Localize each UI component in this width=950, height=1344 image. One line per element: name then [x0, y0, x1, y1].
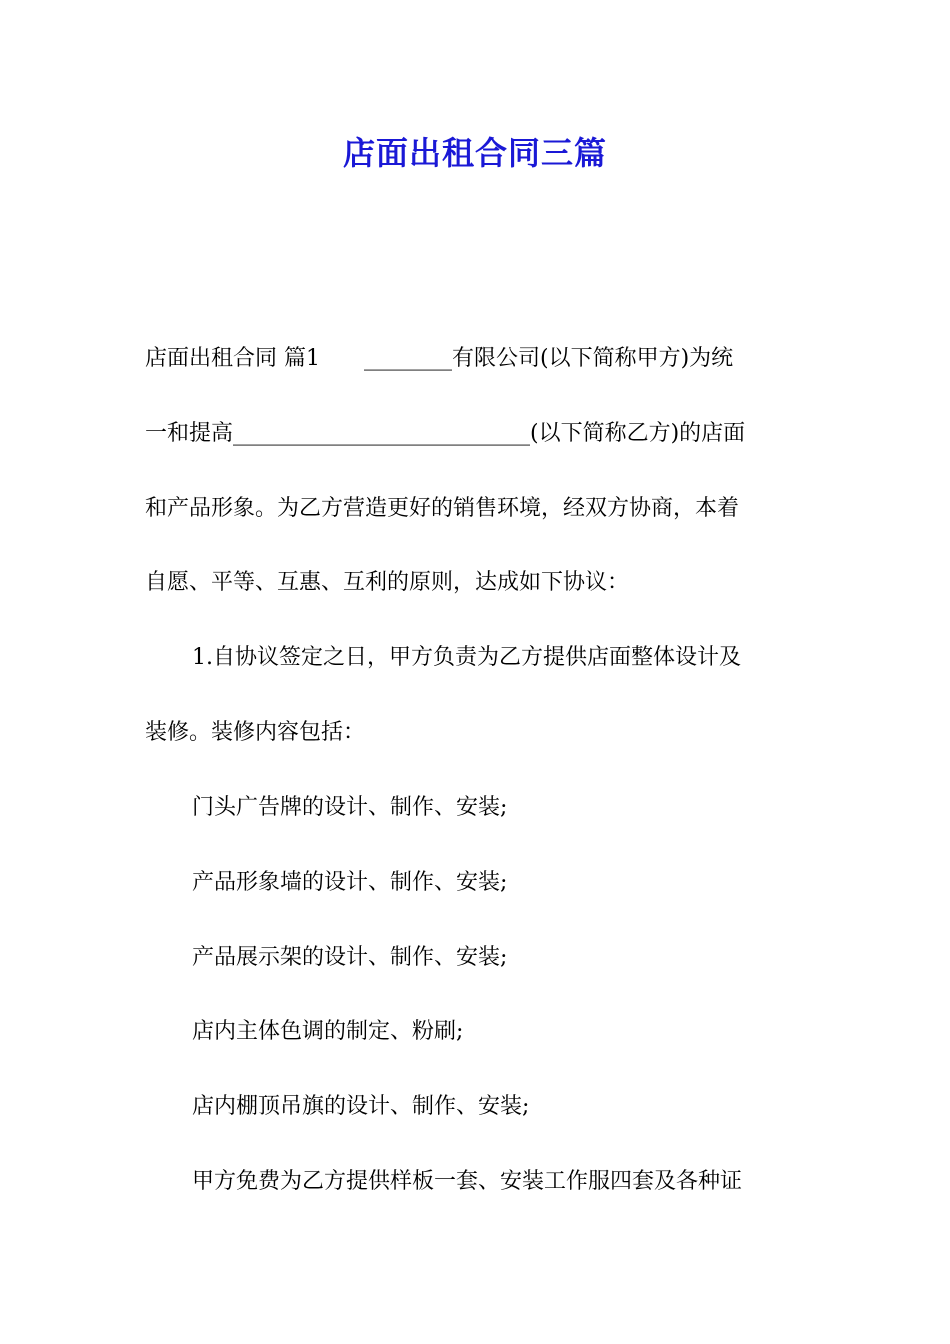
clause-line: 1.自协议签定之日，甲方负责为乙方提供店面整体设计及 [192, 645, 741, 670]
paragraph-text: ________有限公司(以下简称甲方)为统 [364, 346, 734, 371]
paragraph-line [145, 342, 733, 376]
clause-line: 装修。装修内容包括： [145, 720, 366, 745]
paragraph-line: 一和提高___________________________(以下简称乙方)的店面 [145, 421, 746, 446]
list-item: 产品形象墙的设计、制作、安装; [192, 870, 508, 895]
paragraph-line: 甲方免费为乙方提供样板一套、安装工作服四套及各种证 [192, 1169, 743, 1194]
section-heading: 店面出租合同 篇1 [145, 346, 320, 371]
list-item: 店内棚顶吊旗的设计、制作、安装; [192, 1094, 530, 1119]
list-item: 产品展示架的设计、制作、安装; [192, 945, 508, 970]
list-item: 店内主体色调的制定、粉刷; [192, 1019, 464, 1044]
list-item: 门头广告牌的设计、制作、安装; [192, 795, 508, 820]
paragraph-line: 和产品形象。为乙方营造更好的销售环境，经双方协商，本着 [145, 496, 740, 521]
document-title: 店面出租合同三篇 [342, 134, 607, 172]
paragraph-line: 自愿、平等、互惠、互利的原则，达成如下协议： [145, 570, 630, 595]
